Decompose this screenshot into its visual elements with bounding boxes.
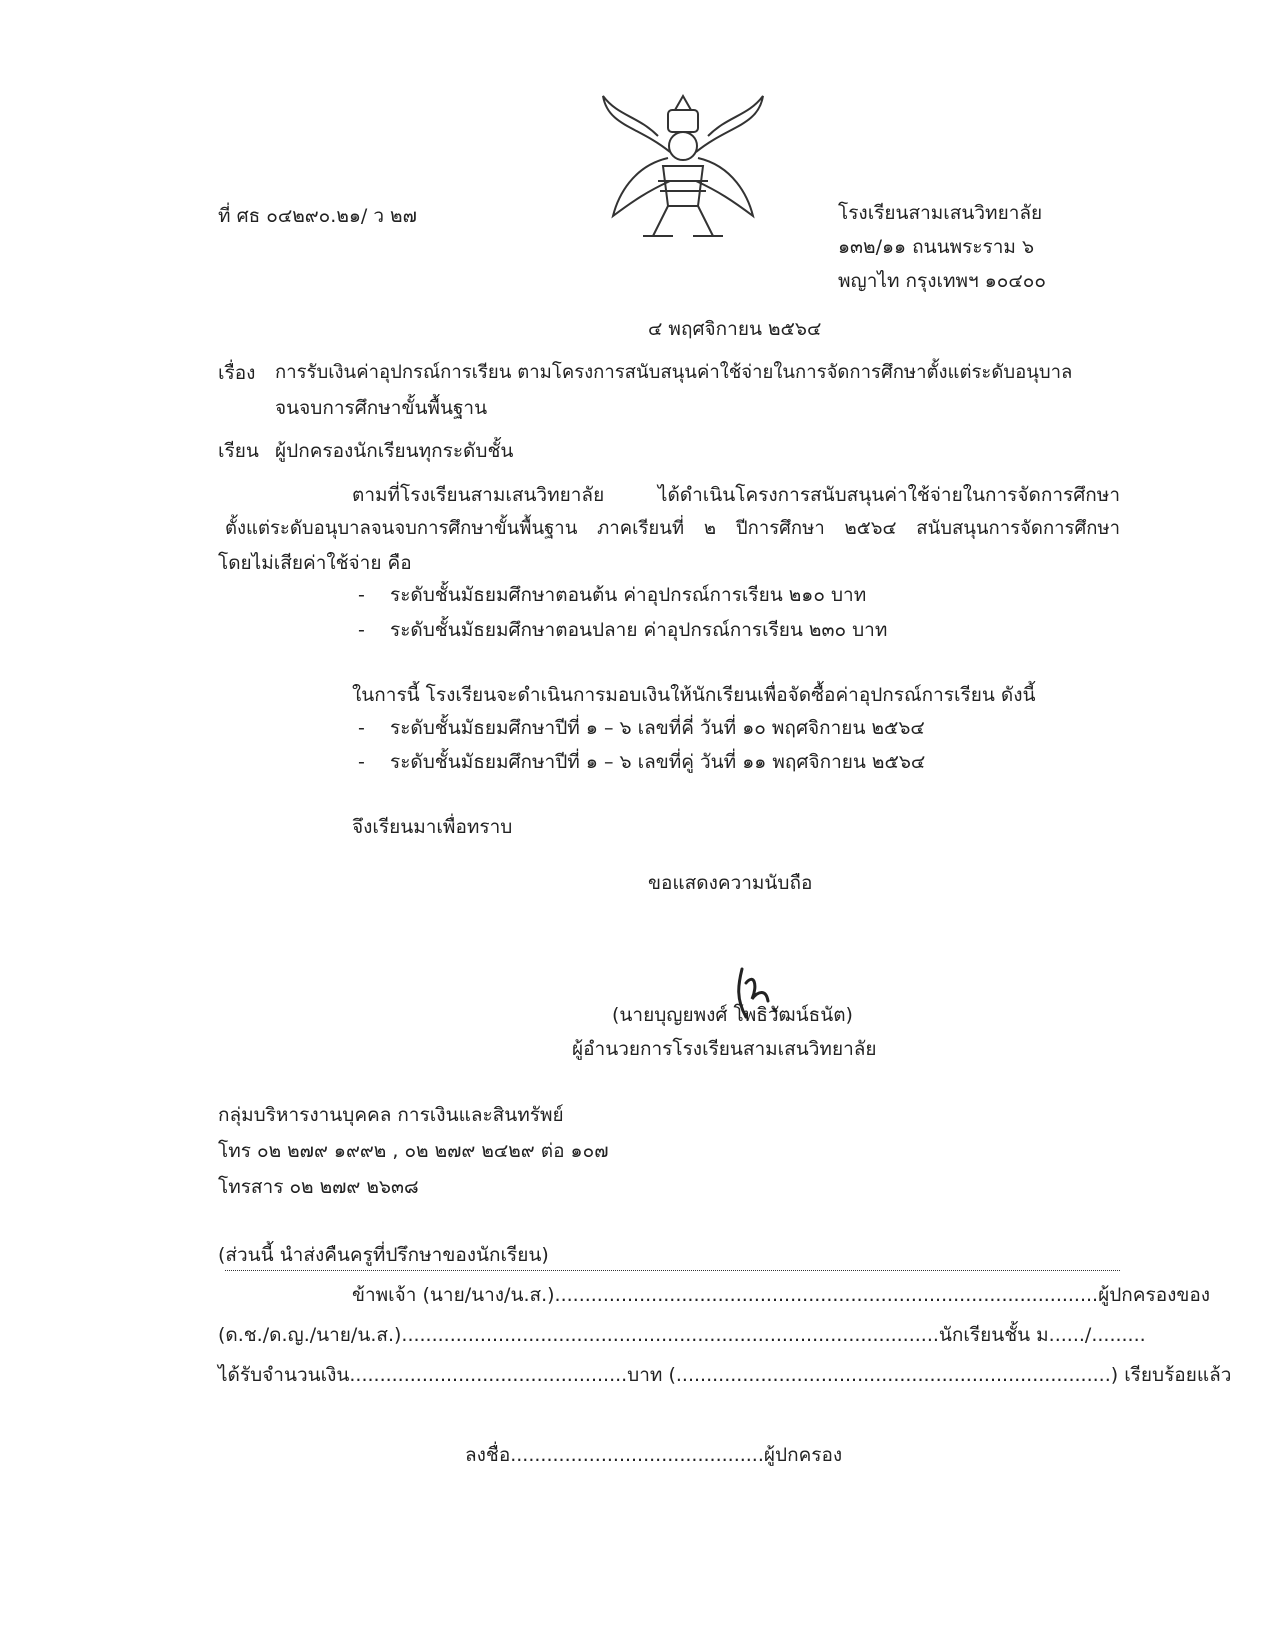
schedule-item: ระดับชั้นมัธยมศึกษาปีที่ ๑ – ๖ เลขที่คี่ วันที่ ๑๐ พฤศจิกายน ๒๕๖๔ [390,717,925,739]
body-paragraph-2: ในการนี้ โรงเรียนจะดำเนินการมอบเงินให้นักเรียนเพื่อจัดซื้อค่าอุปกรณ์การเรียน ดังนี้ [352,684,1036,706]
body-paragraph-1-line-2: ตั้งแต่ระดับอนุบาลจนจบการศึกษาขั้นพื้นฐาน ภาคเรียนที่ ๒ ปีการศึกษา ๒๕๖๔ สนับสนุนการจัดการศึกษา [225,518,1120,539]
fee-item: ระดับชั้นมัธยมศึกษาตอนปลาย ค่าอุปกรณ์การเรียน ๒๓๐ บาท [390,619,888,641]
reference-number: ที่ ศธ ๐๔๒๙๐.๒๑/ ว ๒๗ [218,205,417,227]
school-address-line-2: พญาไท กรุงเทพฯ ๑๐๔๐๐ [838,270,1046,292]
fee-item: ระดับชั้นมัธยมศึกษาตอนต้น ค่าอุปกรณ์การเรียน ๒๑๐ บาท [390,584,867,606]
recipient-value: ผู้ปกครองนักเรียนทุกระดับชั้น [275,440,514,462]
return-slip-line-1: ข้าพเจ้า (นาย/นาง/น.ส.)..........................................................................................ผู้ปกครองของ [352,1284,1211,1306]
fax-number: โทรสาร ๐๒ ๒๗๙ ๒๖๓๘ [218,1176,419,1198]
department: กลุ่มบริหารงานบุคคล การเงินและสินทรัพย์ [218,1104,564,1126]
signer-title: ผู้อำนวยการโรงเรียนสามเสนวิทยาลัย [572,1038,877,1060]
subject-label: เรื่อง [218,362,256,384]
body-paragraph-1-line-3: โดยไม่เสียค่าใช้จ่าย คือ [218,552,412,574]
subject-line-2: จนจบการศึกษาขั้นพื้นฐาน [275,397,488,419]
dash-marker: - [358,584,365,606]
recipient-label: เรียน [218,440,259,462]
garuda-emblem [598,86,768,254]
regards: ขอแสดงความนับถือ [648,872,813,894]
dash-marker: - [358,751,365,773]
school-name: โรงเรียนสามเสนวิทยาลัย [838,202,1043,224]
letter-date: ๔ พฤศจิกายน ๒๕๖๔ [648,318,822,340]
dash-marker: - [358,717,365,739]
school-address-line-1: ๑๓๒/๑๑ ถนนพระราม ๖ [838,236,1035,258]
closing-line: จึงเรียนมาเพื่อทราบ [352,816,513,838]
signer-name: (นายบุญยพงศ์ โพธิวัฒน์ธนัต) [612,1004,853,1026]
cut-line [225,1270,1120,1271]
return-slip-note: (ส่วนนี้ นำส่งคืนครูที่ปรึกษาของนักเรียน) [218,1244,549,1266]
dash-marker: - [358,619,365,641]
body-paragraph-1-line-1: ตามที่โรงเรียนสามเสนวิทยาลัย ได้ดำเนินโครงการสนับสนุนค่าใช้จ่ายในการจัดการศึกษา [352,484,1120,506]
return-slip-line-2: (ด.ช./ด.ญ./นาย/น.ส.).........................................................................................นักเรียนชั้น ม....../......... [218,1324,1146,1346]
guardian-signature-line: ลงชื่อ..........................................ผู้ปกครอง [465,1444,843,1466]
schedule-item: ระดับชั้นมัธยมศึกษาปีที่ ๑ – ๖ เลขที่คู่ วันที่ ๑๑ พฤศจิกายน ๒๕๖๔ [390,751,926,773]
return-slip-line-3: ได้รับจำนวนเงิน..............................................บาท (........................................................................) เรียบร้อยแล้ว [218,1364,1232,1386]
phone-number: โทร ๐๒ ๒๗๙ ๑๙๙๒ , ๐๒ ๒๗๙ ๒๔๒๙ ต่อ ๑๐๗ [218,1140,609,1162]
subject-line-1: การรับเงินค่าอุปกรณ์การเรียน ตามโครงการสนับสนุนค่าใช้จ่ายในการจัดการศึกษาตั้งแต่ระดับอนุบาล [275,362,1073,383]
